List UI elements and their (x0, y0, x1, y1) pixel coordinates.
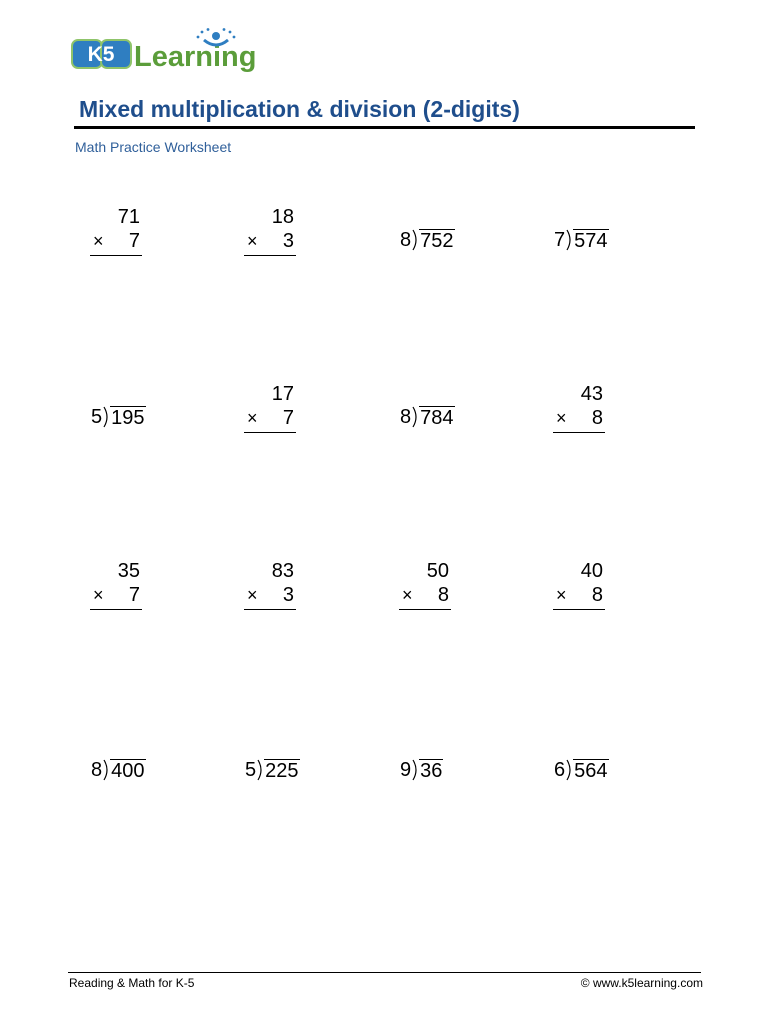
division-bracket (103, 405, 110, 429)
problem-2 (244, 205, 296, 252)
multiplier: 8 (437, 584, 449, 606)
division-bracket (412, 405, 419, 429)
multiplier: 8 (591, 584, 603, 606)
problem-8 (553, 382, 605, 429)
divisor: 6 (554, 759, 566, 781)
answer-line (399, 609, 451, 610)
answer-line (90, 255, 142, 256)
problem-10 (244, 559, 296, 606)
multiplier: 8 (591, 407, 603, 429)
divisor: 8 (400, 406, 412, 428)
multiplicand: 17 (271, 383, 294, 405)
dividend: 564 (574, 760, 608, 782)
times-sign: × (402, 585, 413, 605)
divisor: 7 (554, 229, 566, 251)
problem-6 (244, 382, 296, 429)
multiplier: 7 (128, 230, 140, 252)
problem-3 (400, 228, 455, 256)
answer-line (244, 432, 296, 433)
multiplicand: 83 (271, 560, 294, 582)
multiplicand: 35 (117, 560, 140, 582)
multiplicand: 18 (271, 206, 294, 228)
division-bracket (566, 228, 573, 252)
multiplier: 7 (282, 407, 294, 429)
problem-11 (399, 559, 451, 606)
dividend: 195 (111, 407, 145, 429)
footer-tagline: Reading & Math for K-5 (69, 976, 195, 990)
dividend: 36 (420, 760, 443, 782)
problem-7 (400, 405, 455, 433)
division-bracket (566, 758, 573, 782)
multiplicand: 71 (117, 206, 140, 228)
logo-k5-text: K5 (87, 43, 115, 66)
divisor: 9 (400, 759, 412, 781)
times-sign: × (93, 585, 104, 605)
dividend: 752 (420, 230, 454, 252)
dividend: 574 (574, 230, 608, 252)
divisor: 5 (245, 759, 257, 781)
times-sign: × (93, 231, 104, 251)
division-bracket (257, 758, 264, 782)
problem-13 (91, 758, 146, 786)
k5-learning-logo (70, 28, 270, 80)
division-bracket (412, 758, 419, 782)
problem-15 (400, 758, 443, 786)
logo-brand-text: Learning (134, 41, 257, 73)
division-bracket (412, 228, 419, 252)
problem-12 (553, 559, 605, 606)
footer-website-link[interactable]: © www.k5learning.com (580, 976, 703, 990)
answer-line (244, 609, 296, 610)
divisor: 5 (91, 406, 103, 428)
multiplicand: 43 (580, 383, 603, 405)
answer-line (244, 255, 296, 256)
answer-line (90, 609, 142, 610)
problem-1 (90, 205, 142, 252)
divisor: 8 (91, 759, 103, 781)
multiplicand: 50 (426, 560, 449, 582)
times-sign: × (247, 408, 258, 428)
times-sign: × (556, 408, 567, 428)
dividend: 400 (111, 760, 145, 782)
problem-4 (554, 228, 609, 256)
page-title: Mixed multiplication & division (2-digits) (79, 96, 520, 122)
dividend: 784 (420, 407, 454, 429)
divisor: 8 (400, 229, 412, 251)
times-sign: × (247, 231, 258, 251)
problem-14 (245, 758, 300, 786)
times-sign: × (556, 585, 567, 605)
answer-line (553, 432, 605, 433)
multiplier: 7 (128, 584, 140, 606)
dividend: 225 (265, 760, 299, 782)
answer-line (553, 609, 605, 610)
problem-16 (554, 758, 609, 786)
page-subtitle: Math Practice Worksheet (75, 139, 232, 155)
problem-5 (91, 405, 146, 433)
problem-9 (90, 559, 142, 606)
times-sign: × (247, 585, 258, 605)
footer-divider (68, 972, 701, 973)
multiplicand: 40 (580, 560, 603, 582)
title-divider (74, 126, 695, 129)
multiplier: 3 (282, 584, 294, 606)
division-bracket (103, 758, 110, 782)
multiplier: 3 (282, 230, 294, 252)
